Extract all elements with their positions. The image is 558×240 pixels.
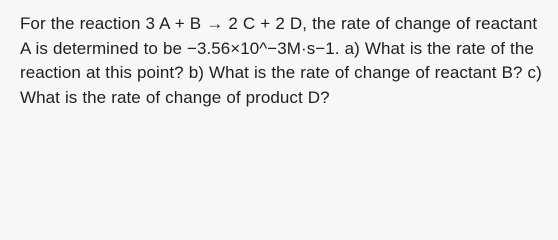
question-text: For the reaction 3 A + B → 2 C + 2 D, the rate of change of reactant A is determined to be −3.56×10^−3M·s−1. a) What is the rate of the reaction at this point? b) What is the rate of change of reactant B? c) What is the rate of change of product D? (20, 14, 542, 107)
